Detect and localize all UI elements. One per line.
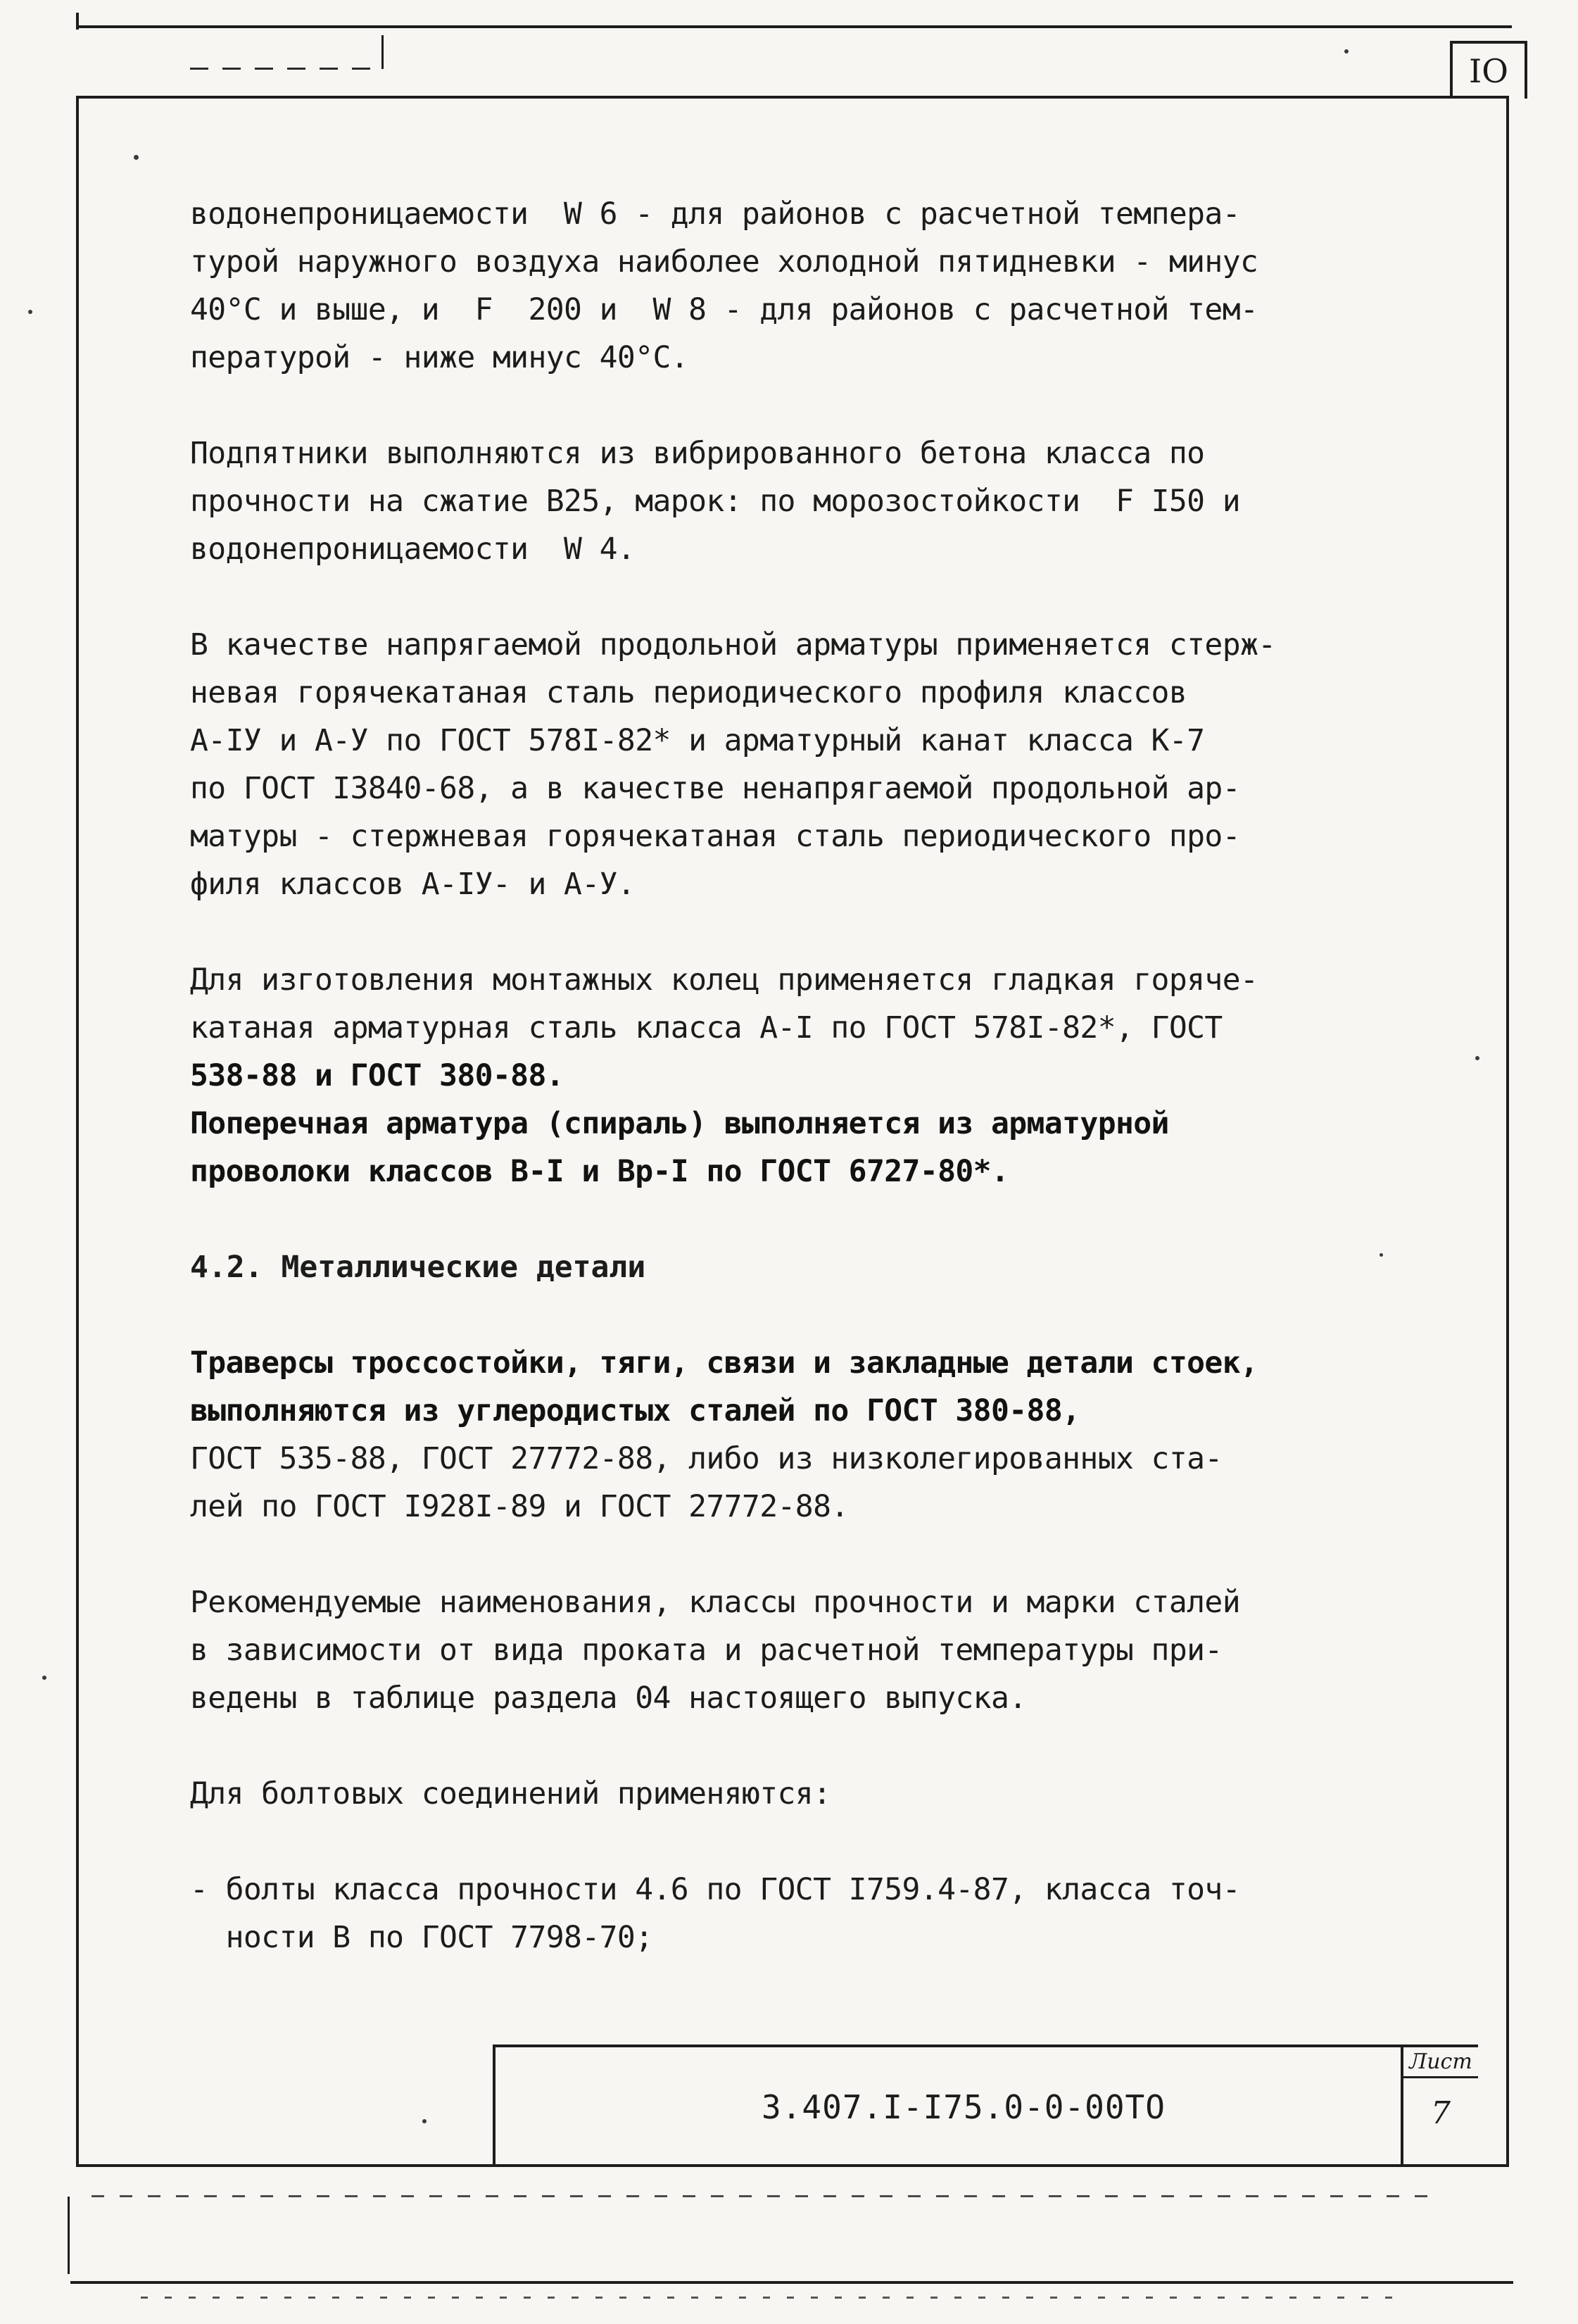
paragraph-mounting-rings [190,956,1408,1195]
text-line: А-IУ и А-У по ГОСТ 578I-82* и арматурный канат класса К-7 [190,723,1205,758]
text-line: катаная арматурная сталь класса А-I по ГОСТ 578I-82*, ГОСТ [190,1010,1223,1045]
bottom-dashed-line [91,2195,1429,2197]
list-item-bolts [190,1866,1408,1961]
section-heading: 4.2. Металлические детали [190,1250,646,1285]
text-line: ности В по ГОСТ 7798-70; [190,1920,653,1955]
text-line: Для изготовления монтажных колец применяется гладкая горяче- [190,962,1258,998]
paragraph-reinforcement [190,621,1408,908]
sheet-cell [1401,2047,1478,2164]
text-line: 538-88 и ГОСТ 380-88. [190,1058,564,1093]
text-line: ведены в таблице раздела 04 настоящего выпуска. [190,1681,1027,1716]
scan-speck [134,155,139,160]
text-line: по ГОСТ I3840-68, а в качестве ненапрягаемой продольной ар- [190,771,1241,806]
page-number-box [1450,41,1527,99]
text-line: проволоки классов В-I и Вр-I по ГОСТ 6727-80*. [190,1154,1009,1189]
left-margin-tick [68,2197,70,2274]
scan-speck [422,2119,427,2123]
text-line: выполняются из углеродистых сталей по ГОСТ 380-88, [190,1393,1080,1428]
text-line: Для болтовых соединений применяются: [190,1776,831,1811]
header-tick [381,35,384,69]
sheet-label: Лист [1403,2047,1478,2078]
scan-speck [1344,49,1349,54]
text-line: матуры - стержневая горячекатаная сталь периодического про- [190,819,1241,854]
bottom-dotted-line [141,2297,1408,2299]
document-body [190,190,1408,1961]
dashed-header-mark [190,68,373,70]
top-border-line [76,25,1512,28]
title-block [493,2045,1478,2164]
text-line: водонепроницаемости W 6 - для районов с расчетной темпера- [190,196,1241,232]
text-line: 40°С и выше, и F 200 и W 8 - для районов с расчетной тем- [190,292,1258,327]
paragraph-thrust-bearings [190,429,1408,573]
text-line: прочности на сжатие В25, марок: по морозостойкости F I50 и [190,484,1241,519]
text-line: турой наружного воздуха наиболее холодной пятидневки - минус [190,244,1258,279]
text-line: Поперечная арматура (спираль) выполняется из арматурной [190,1106,1169,1141]
sheet-number: 7 [1431,2095,1451,2131]
bottom-border-line [70,2281,1513,2284]
paragraph-waterproofing [190,190,1408,382]
text-line: лей по ГОСТ I928I-89 и ГОСТ 27772-88. [190,1489,849,1524]
scan-speck [28,310,32,314]
text-line: - болты класса прочности 4.6 по ГОСТ I759.4-87, класса точ- [190,1872,1241,1907]
document-code: 3.407.I-I75.0-0-00ТО [762,2088,1166,2126]
text-line: Подпятники выполняются из вибрированного бетона класса по [190,436,1205,471]
paragraph-traverses [190,1339,1408,1531]
paragraph-recommended-steels [190,1578,1408,1722]
text-line: ГОСТ 535-88, ГОСТ 27772-88, либо из низколегированных ста- [190,1441,1223,1476]
text-line: филя классов А-IУ- и А-У. [190,867,636,902]
scan-speck [1380,1253,1383,1257]
text-line: водонепроницаемости W 4. [190,532,636,567]
text-line: пературой - ниже минус 40°С. [190,340,689,375]
text-line: Траверсы троссостойки, тяги, связи и закладные детали стоек, [190,1345,1258,1381]
text-line: невая горячекатаная сталь периодического профиля классов [190,675,1187,710]
text-line: В качестве напрягаемой продольной арматуры применяется стерж- [190,627,1276,662]
top-left-tick [76,13,79,30]
text-line: Рекомендуемые наименования, классы прочности и марки сталей [190,1585,1241,1620]
scan-speck [42,1676,46,1680]
text-line: в зависимости от вида проката и расчетной температуры при- [190,1633,1223,1668]
scan-speck [1475,1056,1479,1060]
page-number: IO [1469,52,1508,90]
paragraph-bolted-joints [190,1770,1408,1818]
